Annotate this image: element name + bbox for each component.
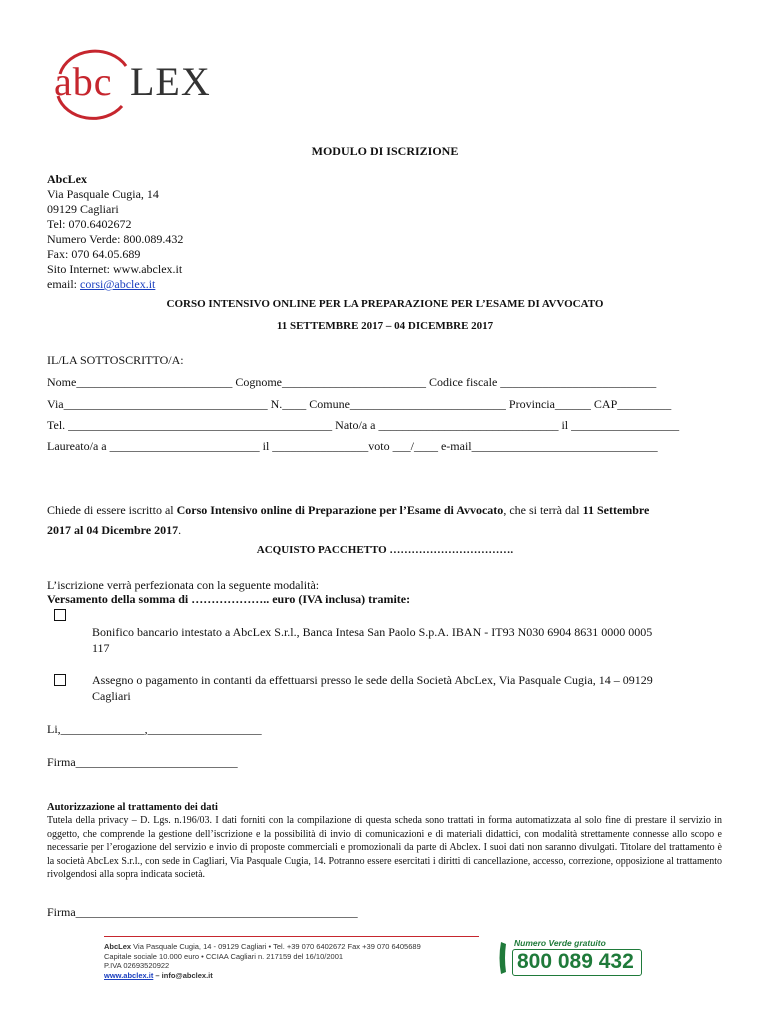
request-course: Corso Intensivo online di Preparazione per l’Esame di Avvocato	[176, 503, 504, 517]
request-date-end: 2017 al 04 Dicembre 2017	[47, 523, 179, 537]
company-numero-verde: Numero Verde: 800.089.432	[47, 232, 184, 246]
phone-icon	[498, 940, 512, 976]
logo-abc: abc	[54, 59, 113, 104]
option-bonifico-line1: Bonifico bancario intestato a AbcLex S.r.l., Banca Intesa San Paolo S.p.A. IBAN - IT93 N030 6904 8631 0000 0005	[92, 625, 653, 639]
option-assegno	[92, 672, 732, 704]
company-website: Sito Internet: www.abclex.it	[47, 262, 183, 276]
option-bonifico-line2: 117	[92, 641, 110, 655]
form-title: MODULO DI ISCRIZIONE	[311, 144, 459, 158]
company-email-row	[47, 277, 347, 292]
footer-line3: P.IVA 02693520922	[104, 961, 170, 970]
request-date-start: 11 Settembre	[582, 503, 650, 517]
privacy-text: Tutela della privacy – D. Lgs. n.196/03. I dati forniti con la compilazione di questa scheda sono trattati in forma automatizzata al solo fine di prestare il servizio in oggetto, che comprende la gestione dell’iscrizione e la possibilità di invio di comunicazioni e di materiali didattici, con modalità strettamente connesse allo scopo e necessarie per l’erogazione del servizio e invio di proposte commerciali e promozionali da parte di Abclex. I suoi dati non saranno divulgati. Titolare del trattamento è la società AbcLex S.r.l., con sede in Cagliari, Via Pasquale Cugia, 14. Potranno essere esercitati i diritti di cancellazione, accesso, correzione, opposizione al trattamento rivolgendosi alla sopra indicata società.	[47, 815, 722, 880]
email-link[interactable]: corsi@abclex.it	[80, 277, 156, 291]
company-fax: Fax: 070 64.05.689	[47, 247, 141, 261]
request-paragraph	[47, 500, 725, 540]
numero-verde-number: 800 089 432	[517, 950, 634, 973]
request-middle: , che si terrà dal	[503, 503, 583, 517]
field-row-name[interactable]: Nome__________________________ Cognome________________________ Codice fiscale __________________________	[47, 375, 657, 389]
place-date-field[interactable]: Li,______________,___________________	[47, 722, 262, 736]
payment-heading: Versamento della somma di ……………….. euro (IVA inclusa) tramite:	[47, 592, 411, 606]
option-bonifico	[92, 624, 732, 656]
request-prefix: Chiede di essere iscritto al	[47, 503, 177, 517]
option-assegno-line1: Assegno o pagamento in contanti da effettuarsi presso le sede della Società AbcLex, Via Pasquale Cugia, 14 – 09129	[92, 673, 653, 687]
company-info	[47, 172, 347, 292]
course-dates: 11 SETTEMBRE 2017 – 04 DICEMBRE 2017	[276, 320, 494, 332]
privacy-signature-field[interactable]: Firma_______________________________________________	[47, 905, 358, 919]
company-address: Via Pasquale Cugia, 14	[47, 187, 159, 201]
company-city: 09129 Cagliari	[47, 202, 119, 216]
company-tel: Tel: 070.6402672	[47, 217, 132, 231]
checkbox-bonifico[interactable]	[54, 609, 66, 621]
field-row-degree[interactable]: Laureato/a a _________________________ il ________________voto ___/____ e-mail_______________________________	[47, 439, 658, 453]
footer-info	[104, 942, 494, 980]
field-row-tel[interactable]: Tel. ____________________________________________ Nato/a a ______________________________ il __________________	[47, 418, 680, 432]
signature-field[interactable]: Firma___________________________	[47, 755, 238, 769]
field-row-address[interactable]: Via__________________________________ N.____ Comune__________________________ Provincia______ CAP_________	[47, 397, 672, 411]
option-assegno-line2: Cagliari	[92, 689, 131, 703]
privacy-section	[47, 801, 722, 882]
footer-email: – info@abclex.it	[153, 970, 213, 980]
checkbox-assegno[interactable]	[54, 674, 66, 686]
footer-address: Via Pasquale Cugia, 14 - 09129 Cagliari • Tel. +39 070 6402672 Fax +39 070 6405689	[131, 942, 421, 951]
package-line[interactable]: ACQUISTO PACCHETTO …………………………….	[256, 544, 514, 556]
course-title: CORSO INTENSIVO ONLINE PER LA PREPARAZIONE PER L’ESAME DI AVVOCATO	[166, 298, 604, 310]
company-name: AbcLex	[47, 172, 87, 186]
footer-company: AbcLex	[104, 942, 132, 951]
subscriber-heading: IL/LA SOTTOSCRITTO/A:	[47, 353, 184, 367]
logo-lex: LEX	[130, 59, 211, 104]
privacy-heading: Autorizzazione al trattamento dei dati	[47, 802, 218, 813]
company-logo	[48, 44, 218, 124]
footer-website-link[interactable]: www.abclex.it	[104, 970, 154, 980]
footer-line2: Capitale sociale 10.000 euro • CCIAA Cagliari n. 217159 del 16/10/2001	[104, 951, 344, 961]
footer-divider	[104, 936, 479, 937]
request-end: .	[178, 523, 182, 537]
email-label: email:	[47, 277, 80, 291]
numero-verde-label: Numero Verde gratuito	[514, 938, 606, 948]
numero-verde-badge	[498, 938, 646, 978]
payment-intro: L’iscrizione verrà perfezionata con la seguente modalità:	[47, 578, 320, 592]
footer-line4	[104, 971, 494, 981]
footer-line1	[104, 942, 494, 952]
